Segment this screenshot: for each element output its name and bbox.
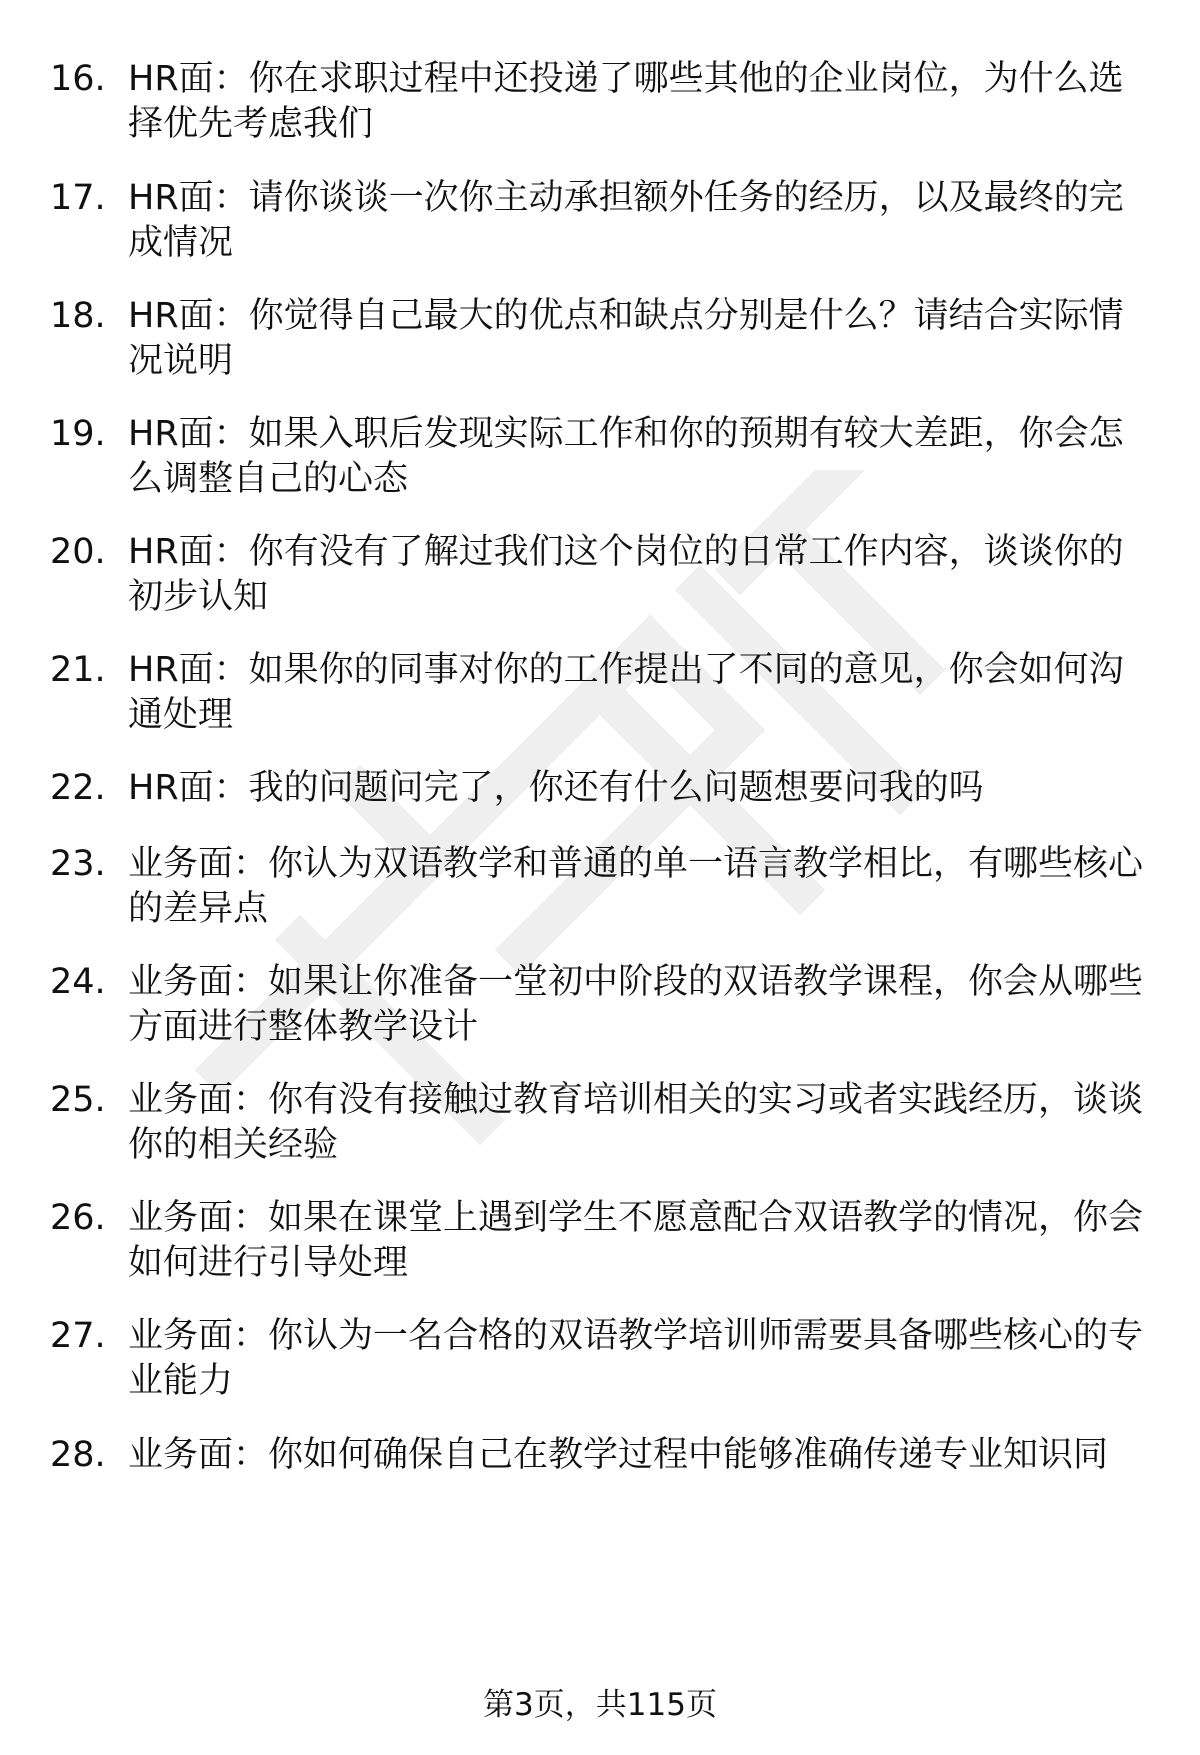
question-number: 21.	[50, 650, 106, 690]
question-text: 业务面：你认为双语教学和普通的单一语言教学相比，有哪些核心的差异点	[128, 844, 1144, 929]
question-text: HR面：请你谈谈一次你主动承担额外任务的经历，以及最终的完成情况	[128, 178, 1124, 263]
question-number: 22.	[50, 768, 106, 808]
question-number: 18.	[50, 296, 106, 336]
question-text: HR面：你有没有了解过我们这个岗位的日常工作内容，谈谈你的初步认知	[128, 532, 1124, 617]
question-text: HR面：如果你的同事对你的工作提出了不同的意见，你会如何沟通处理	[128, 650, 1124, 735]
question-number: 26.	[50, 1198, 106, 1238]
question-number: 28.	[50, 1435, 106, 1475]
question-number: 23.	[50, 844, 106, 884]
question-number: 25.	[50, 1080, 106, 1120]
question-number: 20.	[50, 532, 106, 572]
question-text: 业务面：你如何确保自己在教学过程中能够准确传递专业知识同	[128, 1435, 1109, 1475]
question-text: HR面：你觉得自己最大的优点和缺点分别是什么？请结合实际情况说明	[128, 296, 1124, 381]
question-text: 业务面：你认为一名合格的双语教学培训师需要具备哪些核心的专业能力	[128, 1316, 1144, 1401]
question-text: 业务面：如果在课堂上遇到学生不愿意配合双语教学的情况，你会如何进行引导处理	[128, 1198, 1144, 1283]
question-number: 19.	[50, 414, 106, 454]
question-text: 业务面：你有没有接触过教育培训相关的实习或者实践经历，谈谈你的相关经验	[128, 1080, 1144, 1165]
question-text: 业务面：如果让你准备一堂初中阶段的双语教学课程，你会从哪些方面进行整体教学设计	[128, 962, 1144, 1047]
question-number: 17.	[50, 178, 106, 218]
question-text: HR面：我的问题问完了，你还有什么问题想要问我的吗	[128, 768, 984, 808]
question-number: 27.	[50, 1316, 106, 1356]
question-number: 16.	[50, 59, 106, 99]
page-number: 第3页，共115页	[483, 1687, 717, 1723]
question-text: HR面：如果入职后发现实际工作和你的预期有较大差距，你会怎么调整自己的心态	[128, 414, 1124, 499]
question-text: HR面：你在求职过程中还投递了哪些其他的企业岗位，为什么选择优先考虑我们	[128, 59, 1124, 144]
question-number: 24.	[50, 962, 106, 1002]
